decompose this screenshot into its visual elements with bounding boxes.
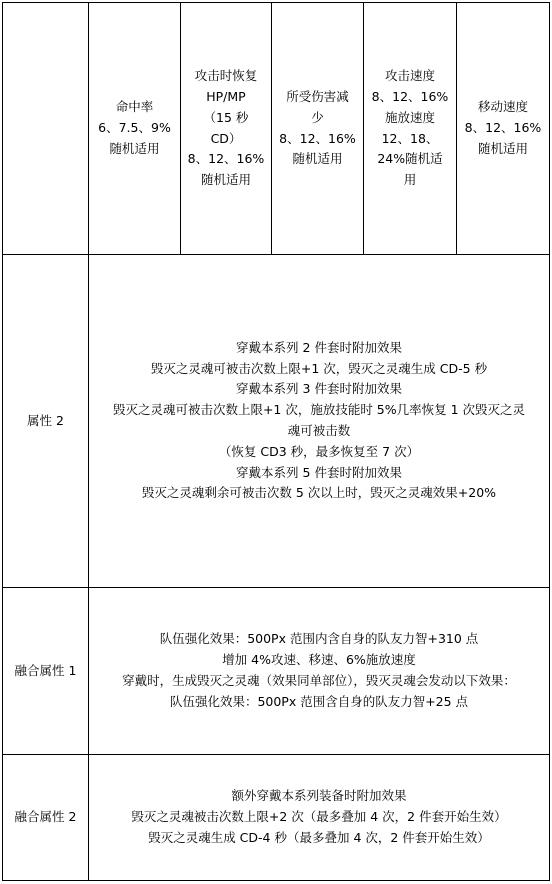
stat-cell-hit-rate <box>89 3 181 255</box>
stat-line: 24%随机适 <box>377 151 443 167</box>
stat-line: 8、12、16% <box>187 151 265 167</box>
attribute2-content <box>89 255 550 588</box>
fusion2-row <box>3 755 550 881</box>
fusion-effect-line: 额外穿戴本系列装备时附加效果 <box>231 788 407 804</box>
fusion-effect-line: 队伍强化效果：500Px 范围内含自身的队友力智+310 点 <box>159 631 479 647</box>
fusion2-content <box>89 755 550 881</box>
stat-line: 6、7.5、9% <box>98 120 171 136</box>
stat-line: 8、12、16% <box>371 88 449 104</box>
fusion1-label: 融合属性 1 <box>3 588 89 755</box>
stat-line: 12、18、 <box>381 130 439 146</box>
stat-line: 施放速度 <box>384 109 435 125</box>
stat-line: 攻击时恢复 <box>194 68 258 84</box>
stat-line: （15 秒 <box>203 109 249 125</box>
stat-line: CD） <box>210 130 242 146</box>
stat-line: 攻击速度 <box>384 68 435 84</box>
stat-line: 所受伤害减 <box>286 88 349 104</box>
equipment-attribute-sheet <box>2 2 549 880</box>
fusion2-label: 融合属性 2 <box>3 755 89 881</box>
stat-cell-hp-mp-recovery <box>181 3 272 255</box>
set-bonus-line: 毁灭之灵魂可被击次数上限+1 次，毁灭之灵魂生成 CD-5 秒 <box>150 360 488 376</box>
stat-line: 随机适用 <box>292 151 343 167</box>
attribute2-label: 属性 2 <box>3 255 89 588</box>
set-bonus-heading: 穿戴本系列 5 件套时附加效果 <box>236 464 402 480</box>
stat-line: HP/MP <box>206 88 246 104</box>
stat-line: 随机适用 <box>109 140 160 156</box>
stat-line: 命中率 <box>115 99 154 115</box>
attribute-table <box>2 2 550 881</box>
stat-line: 少 <box>311 109 324 125</box>
set-bonus-line: 毁灭之灵魂可被击次数上限+1 次，施放技能时 5%几率恢复 1 次毁灭之灵 <box>112 402 526 418</box>
fusion-effect-line: 毁灭之灵魂生成 CD-4 秒（最多叠加 4 次，2 件套开始生效） <box>148 829 490 845</box>
set-bonus-heading: 穿戴本系列 2 件套时附加效果 <box>236 339 402 355</box>
fusion-effect-line: 穿戴时，生成毁灭之灵魂（效果同单部位），毁灭灵魂会发动以下效果： <box>122 673 516 688</box>
attribute2-row <box>3 255 550 588</box>
set-bonus-heading: 穿戴本系列 3 件套时附加效果 <box>236 381 402 397</box>
stat-line: 移动速度 <box>477 99 528 115</box>
set-bonus-line: 毁灭之灵魂剩余可被击次数 5 次以上时，毁灭之灵魂效果+20% <box>141 485 497 501</box>
stat-line: 8、12、16% <box>279 130 356 146</box>
stat-cell-attack-cast-speed <box>364 3 457 255</box>
set-bonus-line: 魂可被击数 <box>287 423 351 438</box>
stat-line: 随机适用 <box>477 140 528 156</box>
stat-line: 随机适用 <box>200 172 251 188</box>
stat-cell-move-speed <box>457 3 550 255</box>
fusion1-content <box>89 588 550 755</box>
header-row <box>3 3 550 255</box>
fusion-effect-line: 增加 4%攻速、移速、6%施放速度 <box>222 652 416 668</box>
fusion-effect-line: 毁灭之灵魂被击次数上限+2 次（最多叠加 4 次，2 件套开始生效） <box>131 809 507 825</box>
fusion-effect-line: 队伍强化效果：500Px 范围含自身的队友力智+25 点 <box>169 693 469 709</box>
set-bonus-line: （恢复 CD3 秒，最多恢复至 7 次） <box>218 443 420 459</box>
stat-line: 8、12、16% <box>464 120 542 136</box>
fusion1-row <box>3 588 550 755</box>
stat-line: 用 <box>403 172 417 188</box>
header-empty-cell <box>3 3 89 255</box>
stat-cell-damage-reduction <box>272 3 364 255</box>
